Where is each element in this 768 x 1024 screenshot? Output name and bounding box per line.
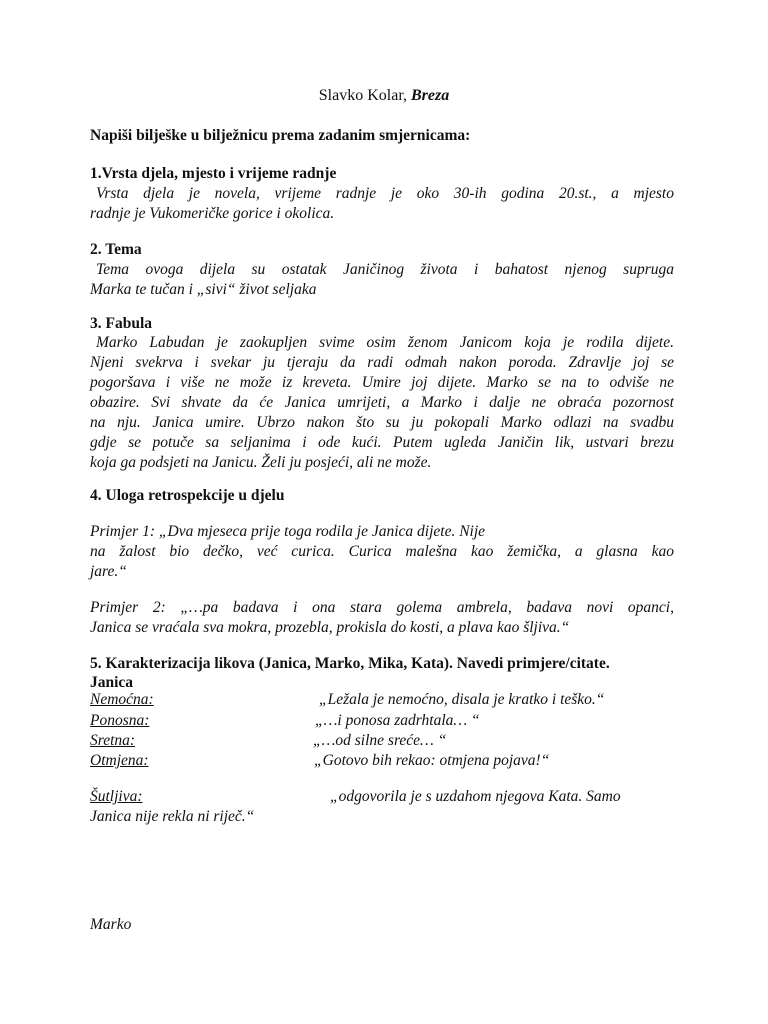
fabula-line: koja ga podsjeti na Janicu. Želi ju posjeći, ali ne može.: [90, 454, 432, 471]
character-marko: Marko: [90, 916, 132, 933]
example1-line: na žalost bio dečko, već curica. Curica malešna kao žemička, a glasna kao: [90, 543, 674, 560]
trait-quote: „…od silne sreće… “: [313, 732, 447, 749]
trait-label: Nemoćna:: [90, 691, 154, 708]
trait-row: [90, 690, 674, 710]
character-janica: Janica: [90, 674, 134, 691]
section5-heading: 5. Karakterizacija likova (Janica, Marko, Mika, Kata). Navedi primjere/citate.: [90, 655, 610, 672]
fabula-line: obazire. Svi shvate da će Janica umrijeti, a Marko i dalje ne obraća pozornost: [90, 394, 674, 411]
section2-heading: 2. Tema: [90, 241, 142, 258]
trait-row: [90, 711, 674, 731]
section4-heading: 4. Uloga retrospekcije u djelu: [90, 487, 285, 504]
trait-quote: „Gotovo bih rekao: otmjena pojava!“: [314, 752, 550, 769]
section2-line1: Tema ovoga dijela su ostatak Janičinog života i bahatost njenog supruga: [96, 261, 674, 278]
section3-heading: 3. Fabula: [90, 315, 153, 332]
section1-heading: 1.Vrsta djela, mjesto i vrijeme radnje: [90, 165, 337, 182]
title-work: Breza: [411, 87, 450, 104]
fabula-line: Marko Labudan je zaokupljen svime osim ženom Janicom koja je rodila dijete.: [96, 334, 674, 351]
trait-row: [90, 751, 674, 771]
example2-line: Primjer 2: „…pa badava i ona stara golema ambrela, badava novi opanci,: [90, 599, 674, 616]
fabula-line: pogoršava i više ne može iz kreveta. Umire joj dijete. Marko se na to odviše ne: [90, 374, 674, 391]
trait-row: [90, 787, 674, 807]
trait-quote: „…i ponosa zadrhtala… “: [315, 712, 480, 729]
section1-line2: radnje je Vukomeričke gorice i okolica.: [90, 205, 335, 222]
trait-quote: „odgovorila je s uzdahom njegova Kata. Samo: [330, 788, 621, 805]
trait-label: Otmjena:: [90, 752, 149, 769]
page-title: [0, 86, 768, 106]
example1-line: Primjer 1: „Dva mjeseca prije toga rodila je Janica dijete. Nije: [90, 523, 486, 540]
section1-line1: Vrsta djela je novela, vrijeme radnje je oko 30-ih godina 20.st., a mjesto: [96, 185, 674, 202]
trait-label: Ponosna:: [90, 712, 150, 729]
fabula-line: Njeni svekrva i svekar ju tjeraju da radi odmah nakon poroda. Zdravlje joj se: [90, 354, 674, 371]
trait-quote: „Ležala je nemoćno, disala je kratko i teško.“: [319, 691, 605, 708]
trait-quote-continuation: Janica nije rekla ni riječ.“: [90, 808, 255, 825]
trait-label: Sretna:: [90, 732, 136, 749]
title-author: Slavko Kolar,: [318, 87, 411, 104]
example1-line: jare.“: [90, 563, 127, 580]
section2-line2: Marka te tučan i „sivi“ život seljaka: [90, 281, 317, 298]
fabula-line: na nju. Janica umire. Ubrzo nakon što su ju pokopali Marko odlazi na svadbu: [90, 414, 674, 431]
example2-line: Janica se vraćala sva mokra, prozebla, prokisla do kosti, a plava kao šljiva.“: [90, 619, 570, 636]
trait-label: Šutljiva:: [90, 788, 143, 805]
fabula-line: gdje se potuče sa seljanima i ode kući. Putem ugleda Janičin lik, ustvari brezu: [90, 434, 674, 451]
trait-row: [90, 731, 674, 751]
instruction: Napiši bilješke u bilježnicu prema zadanim smjernicama:: [90, 127, 471, 144]
